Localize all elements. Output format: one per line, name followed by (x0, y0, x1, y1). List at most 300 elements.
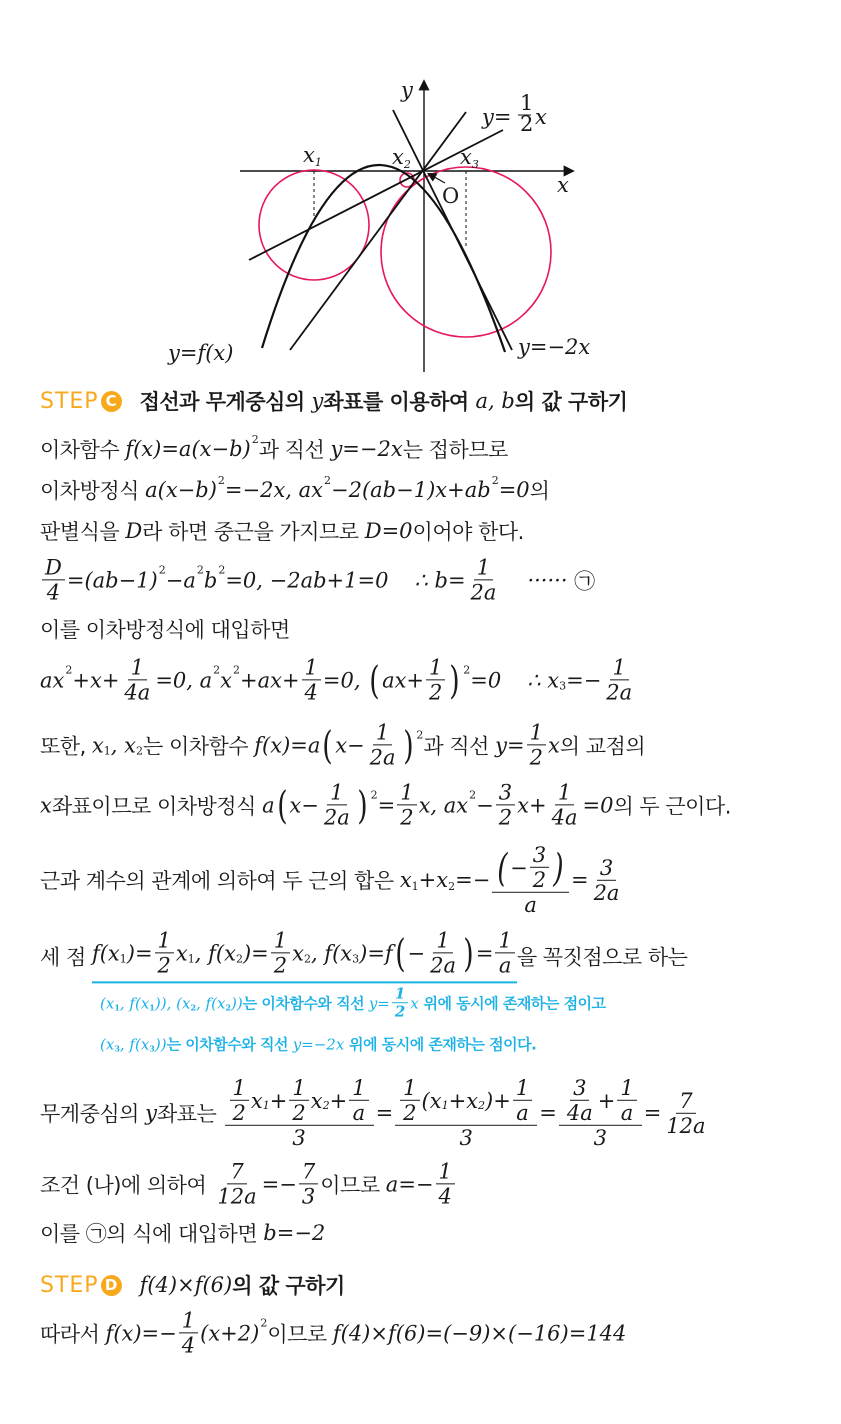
math-run: x (220, 668, 232, 692)
fraction-text: 1 (394, 984, 406, 1003)
fraction-text: 3 (301, 1184, 316, 1209)
fraction (564, 1076, 596, 1125)
math-run: b=−2 (263, 1221, 326, 1245)
text-run: 는 이차함수 (142, 734, 255, 758)
step-badge: D (101, 1275, 122, 1296)
math-run: D (125, 519, 143, 543)
superscript: 2 (196, 563, 204, 577)
fraction (495, 928, 514, 977)
subscript: 3 (114, 1043, 120, 1053)
math-run: f(4)×f(6) (139, 1273, 233, 1297)
fraction-text: 1 (620, 1075, 634, 1100)
math-run: −a (165, 568, 196, 592)
line-half-den: 2 (520, 112, 534, 136)
text-run: 의 두 근이다. (613, 794, 731, 818)
math-run: = (570, 867, 589, 892)
subscript: 1 (262, 1099, 270, 1113)
math-run: , f(x (119, 1035, 150, 1053)
superscript: 2 (491, 473, 499, 487)
fraction-numerator (400, 1076, 419, 1101)
fraction-text: 2 (529, 745, 543, 770)
fraction-text: 2a (369, 745, 396, 770)
math-run: , f(x (194, 941, 236, 965)
fraction (436, 1159, 455, 1208)
fraction-denominator (618, 1101, 637, 1125)
fraction (349, 1076, 368, 1125)
fraction-denominator (427, 954, 459, 978)
text-run: 세 점 (40, 945, 92, 969)
math-run: = (643, 1100, 662, 1125)
step-c-title (140, 386, 628, 416)
math-run: , f(x (119, 994, 150, 1012)
math-run: , f(x (196, 994, 226, 1012)
math-run: = (375, 1100, 394, 1125)
text-run: 좌표를 이용하여 (323, 390, 476, 414)
text-run: 을 꼭짓점으로 하는 (516, 945, 688, 969)
math-run: x (40, 793, 52, 817)
fraction (617, 1076, 636, 1125)
fraction-denominator (436, 1185, 455, 1209)
math-run: , f(x (310, 941, 353, 965)
fraction-text: 2 (292, 1100, 306, 1125)
fraction (289, 1076, 308, 1125)
fraction-denominator (426, 681, 445, 705)
fraction-text: 4a (124, 680, 151, 705)
graph-figure (0, 0, 841, 390)
math-run: − (407, 941, 426, 965)
fraction-text: 4 (438, 1184, 452, 1209)
fraction-numerator (128, 655, 147, 680)
subscript: 3 (352, 952, 360, 966)
fraction-text: 4a (566, 1100, 593, 1125)
curve-label: y=f(x) (168, 341, 234, 365)
fraction-text: 2 (429, 680, 443, 705)
fraction-text: 2a (430, 953, 457, 978)
math-run: x, ax (418, 793, 469, 817)
fraction-numerator (597, 855, 616, 880)
fraction-numerator (492, 843, 569, 893)
fraction-text: 2 (532, 867, 547, 892)
fraction-text: a (516, 1100, 529, 1125)
fraction-text: 1 (157, 928, 171, 953)
fraction-text: 2 (273, 953, 288, 978)
fraction-numerator (227, 1159, 246, 1184)
math-run: =0, (322, 668, 368, 692)
fraction-text: 2a (606, 680, 633, 705)
fraction-text: 1 (304, 655, 318, 680)
math-run: =0 (470, 668, 502, 692)
math-run: (x (100, 1035, 115, 1053)
fraction-numerator (289, 1076, 308, 1101)
solution-line (40, 928, 687, 983)
fraction (549, 780, 581, 829)
fraction-text: 2 (400, 805, 414, 830)
step-d-heading (40, 1270, 345, 1300)
superscript: 2 (324, 473, 332, 487)
subscript: 1 (114, 1002, 120, 1012)
superscript: 2 (416, 728, 424, 742)
math-run: x− (289, 793, 319, 817)
fraction-numerator (676, 1088, 695, 1113)
subscript: 1 (411, 879, 419, 893)
large-paren: ( (276, 783, 288, 827)
fraction (42, 555, 65, 604)
fraction-denominator (155, 954, 174, 978)
fraction-numerator (373, 720, 392, 745)
math-run: (x+2) (200, 1321, 260, 1345)
math-run: x+ (517, 793, 547, 817)
fraction-denominator (530, 868, 549, 892)
fraction-text: 1 (438, 1159, 452, 1184)
math-run: a (262, 793, 275, 817)
fraction-text: 1 (436, 928, 450, 953)
math-run: =0, a (155, 668, 213, 692)
text-run: 이를 (40, 1222, 86, 1246)
math-run: x (175, 941, 188, 965)
fraction-text: 2a (323, 805, 350, 830)
math-run: =0 (498, 478, 530, 502)
fraction (225, 1076, 374, 1150)
math-run: + (269, 1088, 288, 1113)
fraction-denominator (44, 581, 63, 605)
subscript: 1 (149, 1002, 155, 1012)
math-run: y= (495, 733, 525, 757)
math-run: =− (261, 1172, 297, 1196)
fraction-text: 3 (498, 780, 513, 805)
fraction-numerator (570, 1076, 589, 1101)
fraction-numerator (559, 1076, 642, 1126)
subscript: 3 (149, 1043, 155, 1053)
fraction-text: 1 (612, 655, 626, 680)
fraction-text: 12a (666, 1113, 706, 1138)
fraction-numerator (299, 1159, 318, 1184)
math-run: a(x−b) (145, 478, 217, 502)
fraction-denominator (591, 880, 623, 904)
fraction-denominator (299, 1185, 318, 1209)
fraction-text: 2 (394, 1002, 406, 1021)
math-run: (x (421, 1088, 442, 1113)
math-run: ······ (527, 568, 575, 592)
text-run: 또한, (40, 734, 92, 758)
solution-line (40, 655, 637, 704)
fraction-text: 1 (476, 555, 491, 580)
subscript: 2 (235, 952, 243, 966)
fraction-denominator (392, 1004, 408, 1021)
large-paren: ( (394, 931, 406, 975)
math-run: x (399, 867, 412, 892)
math-run: y (311, 389, 324, 413)
fraction (179, 1308, 198, 1357)
text-run: 조건 (나)에 의하여 (40, 1173, 213, 1197)
math-run: +x (418, 867, 449, 892)
math-run: x (250, 1088, 263, 1113)
text-run: 위에 동시에 존재하는 점이고 (418, 994, 606, 1013)
text-run: 의 (529, 479, 550, 503)
fraction-text: 1 (352, 1075, 366, 1100)
fraction-numerator (530, 843, 549, 868)
fraction-text: 2a (470, 580, 497, 605)
fraction-denominator (663, 1113, 708, 1137)
fraction-text: 2 (232, 1100, 246, 1125)
fraction-denominator (397, 806, 416, 830)
fraction-text: 1 (292, 1075, 306, 1100)
fraction-denominator (179, 1334, 198, 1358)
math-run: x (410, 994, 419, 1012)
fraction (496, 780, 515, 829)
fraction (299, 1159, 318, 1208)
subscript: 2 (190, 1002, 197, 1012)
fraction (392, 985, 408, 1021)
fraction-denominator (271, 954, 290, 978)
fraction-text: 3 (599, 855, 614, 880)
fraction-text: a (620, 1100, 634, 1125)
math-run: )= (126, 941, 153, 965)
math-run: + (329, 1088, 348, 1113)
origin-pointer (429, 174, 445, 183)
subscript: 1 (103, 744, 111, 758)
text-run: 의 값 구하기 (514, 390, 628, 414)
fraction-denominator (367, 746, 399, 770)
circle-x1 (259, 170, 369, 280)
fraction-text: 1 (375, 720, 390, 745)
step-d-title (140, 1270, 345, 1300)
text-run: 좌표이므로 이차방정식 (51, 794, 263, 818)
fraction-text: 12a (217, 1184, 257, 1209)
parabola-curve (262, 165, 505, 352)
fraction-denominator (527, 746, 546, 770)
math-run: =−2x, ax (224, 478, 324, 502)
subscript: 2 (225, 1002, 231, 1012)
fraction-text: 3 (532, 842, 547, 867)
x2-label: x2 (392, 145, 411, 171)
line-steep (290, 112, 466, 350)
math-run: x (91, 733, 104, 757)
origin-label: O (442, 184, 460, 208)
math-run: )), (x (154, 994, 191, 1012)
fraction-text: 1 (429, 655, 443, 680)
solution-line (40, 1308, 626, 1357)
math-run: )+ (485, 1088, 511, 1113)
fraction-numerator (302, 655, 321, 680)
text-run: 이를 이차방정식에 대입하면 (40, 618, 290, 642)
solution-line (40, 780, 731, 829)
x-axis-label: x (557, 173, 569, 197)
fraction-denominator (564, 1101, 596, 1125)
y-axis-label: y (401, 78, 413, 102)
fraction (591, 855, 623, 904)
math-run: x (292, 941, 304, 965)
subscript: 1 (441, 1099, 449, 1113)
fraction-text: 2 (498, 805, 513, 830)
text-run: 과 직선 (423, 734, 496, 758)
large-paren: ) (463, 931, 474, 975)
fraction (427, 928, 459, 977)
fraction (400, 1076, 419, 1125)
fraction-denominator (521, 893, 540, 917)
text-run: 이차방정식 (40, 479, 146, 503)
large-paren: ( (322, 723, 333, 767)
step-c-heading (40, 386, 627, 416)
fraction-text: 3 (292, 1126, 306, 1151)
large-paren: ( (369, 658, 380, 702)
math-run: y (145, 1100, 157, 1125)
fraction-denominator (457, 1126, 476, 1150)
text-run: 이므로 (267, 1322, 333, 1346)
math-run: f(x)=a(x−b) (125, 437, 251, 461)
math-run: +x (448, 1088, 479, 1113)
fraction (530, 843, 549, 892)
math-run: b (203, 568, 218, 592)
subscript: 2 (448, 879, 456, 893)
fraction (663, 1088, 708, 1137)
fraction (603, 655, 635, 704)
math-run: ax (40, 668, 65, 692)
fraction-text: 7 (230, 1159, 244, 1184)
large-paren: ( (497, 845, 508, 890)
fraction-text: a (352, 1100, 366, 1125)
text-run: 판별식을 (40, 520, 126, 544)
fraction-denominator (214, 1185, 259, 1209)
line-half-num: 1 (520, 91, 534, 115)
fraction (527, 720, 546, 769)
fraction-denominator (549, 806, 581, 830)
fraction-text: 1 (529, 720, 543, 745)
fraction-text: a (498, 953, 512, 978)
math-run: (x (100, 994, 115, 1012)
text-run: 따라서 (40, 1322, 106, 1346)
fraction (121, 655, 153, 704)
math-run: )=f (359, 941, 393, 965)
fraction (302, 655, 321, 704)
fraction-text: a (524, 893, 537, 918)
fraction-text: 3 (459, 1126, 473, 1151)
fraction-text: 1 (273, 928, 288, 953)
fraction-denominator (121, 681, 153, 705)
fraction-numerator (42, 555, 65, 580)
superscript: 2 (217, 473, 225, 487)
math-run: =(ab−1) (66, 568, 158, 592)
large-paren: ) (356, 783, 368, 827)
subscript: 2 (135, 744, 143, 758)
subscript: 3 (559, 679, 567, 693)
fraction (214, 1159, 259, 1208)
line-half-x-label: x (535, 105, 547, 129)
fraction-text: 4 (46, 580, 61, 605)
solution-line (40, 1076, 711, 1150)
math-run: D=0 (364, 519, 413, 543)
fraction-numerator (349, 1076, 368, 1101)
note-line (100, 985, 606, 1021)
fraction (230, 1076, 249, 1125)
fraction (321, 780, 353, 829)
fraction-text: 1 (330, 780, 344, 805)
fraction-text: 1 (498, 928, 512, 953)
text-run: 의 값 구하기 (232, 1274, 345, 1298)
line-half-label: y= (482, 105, 512, 129)
math-run: = (539, 1100, 557, 1125)
large-paren: ) (553, 845, 564, 890)
fraction-text: 4a (551, 805, 578, 830)
math-run: x (310, 1088, 323, 1113)
fraction-denominator (591, 1126, 610, 1150)
solution-line (40, 1218, 325, 1248)
fraction-numerator (179, 1308, 198, 1333)
fraction-numerator (397, 780, 416, 805)
text-run: 접선과 무게중심의 (139, 390, 312, 414)
fraction-text: 1 (557, 780, 572, 805)
subscript: 2 (478, 1099, 486, 1113)
math-run: =0 (582, 793, 614, 817)
fraction-numerator (230, 1076, 249, 1101)
fraction-text: 1 (403, 1075, 417, 1100)
line-neg2x-label: y=−2x (518, 335, 591, 359)
underlined-expression (92, 928, 517, 983)
fraction (559, 1076, 642, 1150)
fraction-denominator (289, 1101, 308, 1125)
fraction-denominator (321, 806, 353, 830)
fraction-numerator (327, 780, 346, 805)
step-label: STEP (40, 1272, 99, 1298)
fraction-denominator (513, 1101, 532, 1125)
fraction-numerator (610, 655, 629, 680)
fraction-text: 4 (304, 680, 318, 705)
math-run: y= (368, 994, 390, 1012)
math-run: f(4)×f(6)=(−9)×(−16)=144 (332, 1321, 627, 1345)
superscript: 2 (469, 788, 477, 802)
fraction-numerator (155, 928, 174, 953)
fraction-text: 2a (593, 880, 620, 905)
math-run: )) (231, 994, 243, 1012)
fraction (367, 720, 399, 769)
step-label: STEP (40, 388, 99, 414)
text-run: 는 이차함수와 직선 (166, 1035, 293, 1054)
fraction-text: 1 (515, 1075, 530, 1100)
text-run: 의 교점의 (559, 734, 646, 758)
superscript: 2 (218, 563, 226, 577)
solution-line (40, 843, 624, 917)
fraction (468, 555, 500, 604)
fraction-denominator (468, 581, 500, 605)
math-run: =− (566, 668, 602, 692)
text-run: 이차함수 (40, 438, 126, 462)
fraction-denominator (496, 806, 515, 830)
superscript: 2 (232, 663, 240, 677)
solution-line (40, 614, 290, 644)
fraction-text: 3 (573, 1075, 587, 1100)
math-run: a=− (385, 1172, 434, 1196)
fraction-numerator (271, 928, 290, 953)
text-run: 이므로 (320, 1173, 386, 1197)
fraction (426, 655, 445, 704)
math-run: x− (335, 733, 365, 757)
fraction-numerator (433, 928, 452, 953)
subscript: 1 (119, 952, 127, 966)
fraction (395, 1076, 537, 1150)
fraction-denominator (496, 954, 515, 978)
superscript: 2 (251, 432, 259, 446)
fraction-numerator (555, 780, 574, 805)
fraction-numerator (395, 1076, 537, 1126)
fraction (513, 1076, 532, 1125)
subscript: 2 (303, 952, 311, 966)
fraction-text: 1 (130, 655, 145, 680)
math-run: )= (242, 941, 269, 965)
math-run: f(x)=a (254, 733, 321, 757)
superscript: 2 (65, 663, 73, 677)
subscript: 2 (322, 1099, 330, 1113)
subscript: 1 (187, 952, 195, 966)
solution-line (40, 720, 645, 769)
